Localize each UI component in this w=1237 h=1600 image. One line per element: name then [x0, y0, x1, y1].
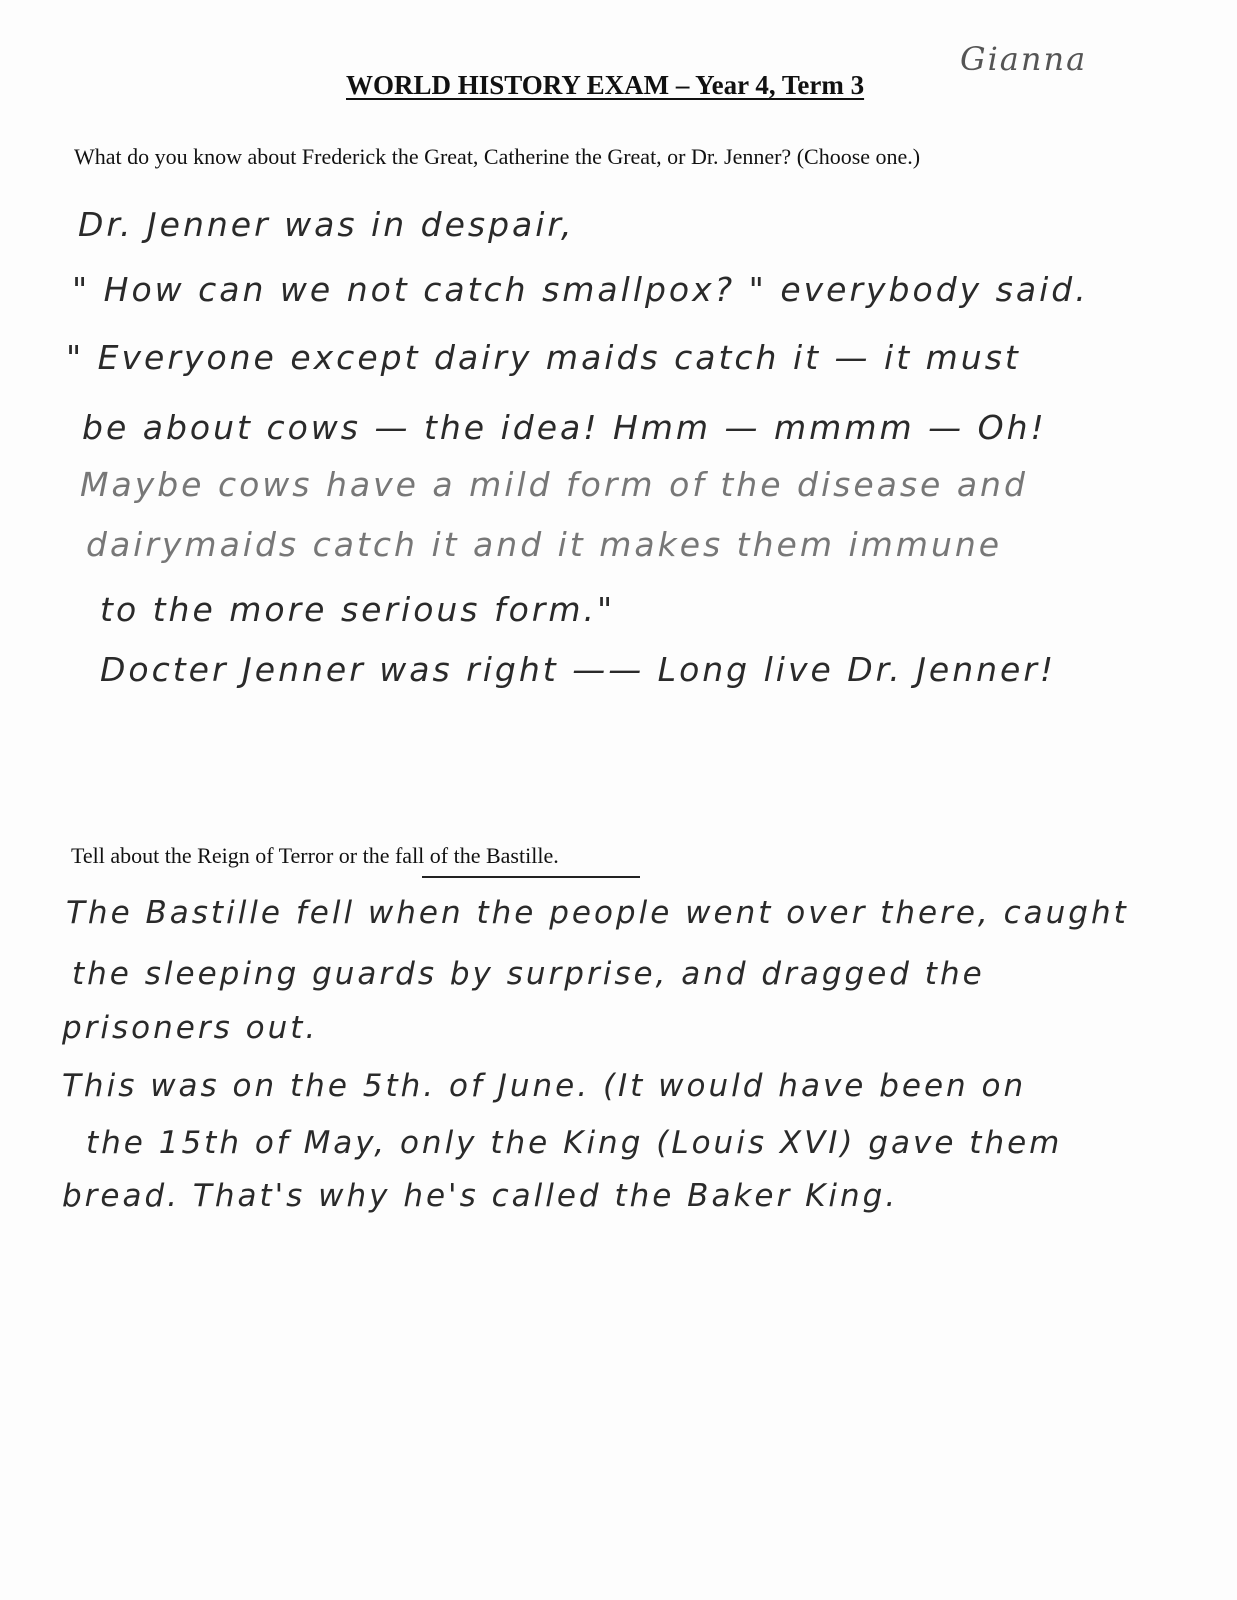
prompt-underline	[422, 876, 640, 878]
answer-line: be about cows — the idea! Hmm — mmmm — Oh!	[82, 408, 1047, 447]
answer-line: dairymaids catch it and it makes them immune	[86, 525, 1003, 564]
answer-line: prisoners out.	[62, 1010, 319, 1046]
answer-line: to the more serious form."	[100, 590, 616, 629]
question-2-prompt: Tell about the Reign of Terror or the fall of the Bastille.	[71, 843, 559, 868]
question-1-prompt: What do you know about Frederick the Great, Catherine the Great, or Dr. Jenner? (Choose one.)	[74, 144, 921, 169]
answer-line: Maybe cows have a mild form of the disease and	[80, 465, 1028, 504]
answer-line: " Everyone except dairy maids catch it — it must	[66, 338, 1021, 377]
answer-line: The Bastille fell when the people went over there, caught	[66, 895, 1129, 931]
answer-line: " How can we not catch smallpox? " everybody said.	[72, 270, 1089, 309]
answer-line: Dr. Jenner was in despair,	[78, 205, 575, 244]
answer-line: the 15th of May, only the King (Louis XVI) gave them	[86, 1125, 1063, 1161]
answer-line: the sleeping guards by surprise, and dragged the	[72, 956, 985, 992]
answer-line: Docter Jenner was right —— Long live Dr. Jenner!	[100, 650, 1057, 689]
answer-line: bread. That's why he's called the Baker King.	[62, 1178, 899, 1214]
student-name-handwritten: Gianna	[960, 40, 1088, 78]
answer-line: This was on the 5th. of June. (It would have been on	[62, 1068, 1027, 1104]
exam-title: WORLD HISTORY EXAM – Year 4, Term 3	[346, 70, 865, 100]
